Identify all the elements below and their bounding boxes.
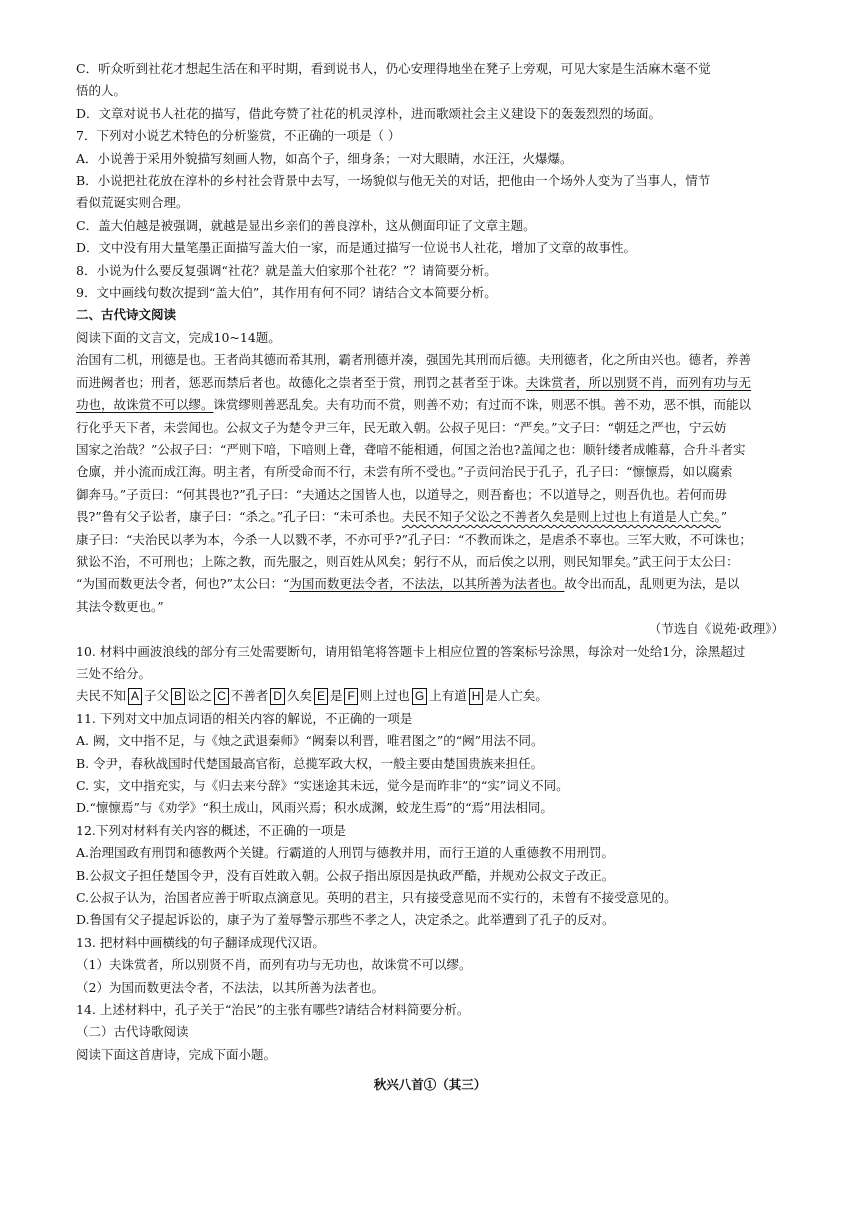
passage-text: 畏?”鲁有父子讼者，康子曰：“杀之。”孔子曰：“未可杀也。	[76, 509, 403, 525]
text-line: D．文章对说书人社花的描写，借此夸赞了社花的机灵淳朴，进而歌颂社会主义建设下的轰轰烈烈的场面。	[76, 105, 662, 121]
question-14: 14. 上述材料中，孔子关于“治民”的主张有哪些?请结合材料简要分析。	[76, 1002, 470, 1018]
passage-source: （节选自《说苑·政理》）	[648, 621, 784, 637]
question-8: 8．小说为什么要反复强调“社花？就是盖大伯家那个社花？”？请简要分析。	[76, 262, 497, 278]
passage-line	[76, 573, 784, 595]
question-9: 9．文中画线句数次提到“盖大伯”，其作用有何不同？请结合文本简要分析。	[76, 285, 497, 301]
option-11b: B. 令尹，春秋战国时代楚国最高官衔，总揽军政大权，一般主要由楚国贵族来担任。	[76, 755, 544, 771]
text-line: C．听众听到社花才想起生活在和平时期，看到说书人，仍心安理得地坐在凳子上旁观，可见大家是生活麻木毫不觉	[76, 61, 711, 76]
sentence-break-options	[76, 685, 784, 707]
passage-line: 治国有二机，刑德是也。王者尚其德而希其刑，霸者刑德并凑，强国先其刑而后德。夫刑德者，化之所由兴也。德者，养善	[76, 352, 752, 368]
underlined-sentence-1-cont: 功也，故诛赏不可以缪。	[76, 397, 214, 413]
option-12d: D.鲁国有父子提起诉讼的，康子为了羞辱警示那些不孝之人，决定杀之。此举遭到了孔子的反对。	[76, 912, 615, 928]
option-7b: B．小说把社花放在淳朴的乡村社会背景中去写，一场貌似与他无关的对话，把他由一个场外人变为了当事人，情节	[76, 173, 711, 189]
segment: 夫民不知	[76, 688, 127, 704]
passage-line	[76, 394, 784, 416]
option-12a: A.治理国政有刑罚和德教两个关键。行霸道的人刑罚与德教并用，而行王道的人重德教不用刑罚。	[76, 845, 615, 861]
option-11a: A. 阙，文中指不足，与《烛之武退秦师》“阙秦以利晋，唯君图之”的“阙”用法不同。	[76, 733, 544, 749]
passage-line	[76, 506, 784, 528]
section-heading: 二、古代诗文阅读	[76, 307, 177, 323]
segment: 子父	[144, 688, 170, 704]
break-mark-b: B	[171, 688, 185, 705]
break-mark-a: A	[128, 688, 142, 705]
text-line: 悟的人。	[76, 83, 127, 99]
option-11c: C. 实，文中指充实，与《归去来兮辞》“实迷途其未远，觉今是而昨非”的“实”词义不同。	[76, 778, 569, 793]
passage-line: 行化乎天下者，未尝闻也。公叔文子为楚令尹三年，民无敢入朝。公叔子见曰：“严矣。”文子曰：“朝廷之严也，宁云妨	[76, 419, 727, 435]
passage-text: 而进阙者也；刑者，惩恶而禁后者也。故德化之崇者至于赏，刑罚之甚者至于诛。	[76, 374, 527, 390]
reading-instruction: 阅读下面的文言文，完成10~14题。	[76, 329, 281, 345]
text-line: 看似荒诞实则合理。	[76, 195, 189, 211]
question-13: 13. 把材料中画横线的句子翻译成现代汉语。	[76, 934, 325, 950]
passage-text: 故令出而乱，乱则更为法，是以	[564, 576, 740, 592]
question-12: 12.下列对材料有关内容的概述，不正确的一项是	[76, 822, 346, 838]
passage-text: “为国而数更法令者，何也?”太公曰：“	[76, 576, 290, 592]
classical-passage	[76, 349, 784, 640]
passage-line: 狱讼不治，不可刑也；上陈之教，而先服之，则百姓从风矣；躬行不从，而后俟之以刑，则民知罪矣。”武王问于太公曰：	[76, 553, 739, 569]
passage-line: 仓廪，并小流而成江海。明主者，有所受命而不行，未尝有所不受也。”子贡问治民于孔子，孔子曰：“懔懔焉，如以腐索	[76, 464, 733, 480]
reading-instruction: 阅读下面这首唐诗，完成下面小题。	[76, 1046, 277, 1062]
break-mark-d: D	[270, 688, 285, 705]
passage-line: 其法令数更也。”	[76, 598, 164, 614]
question-13-1: （1）夫诛赏者，所以别贤不肖，而列有功与无功也，故诛赏不可以缪。	[76, 957, 472, 973]
segment: 讼之	[187, 688, 213, 704]
break-mark-h: H	[469, 688, 484, 705]
option-7a: A．小说善于采用外貌描写刻画人物，如高个子，细身条；一对大眼睛，水汪汪，火爆爆。	[76, 150, 573, 166]
passage-text: 诛赏缪则善恶乱矣。夫有功而不赏，则善不劝；有过而不诛，则恶不惧。善不劝，恶不惧，而能以	[213, 397, 752, 413]
passage-line: 国家之治哉？”公叔子曰：“严则下喑，下喑则上聋，聋喑不能相通，何国之治也?盖闻之也：顺针缕者成帷幕，合升斗者实	[76, 441, 746, 457]
option-11d: D.“懔懔焉”与《劝学》“积土成山，风雨兴焉；积水成渊，蛟龙生焉”的“焉”用法相同。	[76, 800, 553, 816]
segment: 是人亡矣。	[485, 688, 548, 704]
question-11: 11. 下列对文中加点词语的相关内容的解说，不正确的一项是	[76, 710, 413, 726]
passage-text: ”	[720, 509, 728, 525]
segment: 是	[329, 688, 343, 704]
option-12b: B.公叔文子担任楚国令尹，没有百姓敢入朝。公叔子指出原因是执政严酷，并规劝公叔文子改正。	[76, 867, 615, 883]
underlined-sentence-1: 夫诛赏者，所以别贤不肖，而列有功与无	[526, 374, 752, 390]
wavy-underlined-sentence: 夫民不知子父讼之不善者久矣是则上过也上有道是人亡矣。	[402, 509, 721, 525]
segment: 不善者	[230, 688, 269, 704]
segment: 上有道	[429, 688, 467, 704]
option-7c: C．盖大伯越是被强调，就越是显出乡亲们的善良淳朴，这从侧面印证了文章主题。	[76, 217, 536, 233]
poem-title: 秋兴八首①（其三）	[373, 1077, 487, 1093]
question-7: 7．下列对小说艺术特色的分析鉴赏，不正确的一项是（ ）	[76, 128, 401, 144]
break-mark-f: F	[344, 688, 357, 705]
option-12c: C.公叔子认为，治国者应善于听取点滴意见。英明的君主，只有接受意见而不实行的，未曾有不接受意见的。	[76, 890, 677, 906]
subsection-heading: （二）古代诗歌阅读	[76, 1024, 189, 1040]
underlined-sentence-2: 为国而数更法令者，不法法，以其所善为法者也。	[289, 576, 565, 592]
passage-line	[76, 372, 784, 394]
break-mark-e: E	[314, 688, 328, 705]
option-7d: D．文中没有用大量笔墨正面描写盖大伯一家，而是通过描写一位说书人社花，增加了文章的故事性。	[76, 240, 637, 256]
break-mark-g: G	[412, 688, 427, 705]
question-10: 10. 材料中画波浪线的部分有三处需要断句，请用铅笔将答题卡上相应位置的答案标号涂黑，每涂对一处给1分，涂黑超过	[76, 643, 746, 659]
question-10-cont: 三处不给分。	[76, 665, 152, 681]
passage-line: 御奔马。”子贡曰：“何其畏也?”孔子曰：“夫通达之国皆人也，以道导之，则吾畜也；不以道导之，则吾仇也。若何而毋	[76, 486, 728, 502]
break-mark-c: C	[214, 688, 229, 705]
segment: 久矣	[286, 688, 312, 704]
question-13-2: （2）为国而数更法令者，不法法，以其所善为法者也。	[76, 979, 384, 995]
segment: 则上过也	[359, 688, 410, 704]
passage-line: 康子曰：“夫治民以孝为本，今杀一人以戮不孝，不亦可乎?”孔子曰：“不教而诛之，是虐杀不辜也。三军大败，不可诛也；	[76, 531, 752, 547]
